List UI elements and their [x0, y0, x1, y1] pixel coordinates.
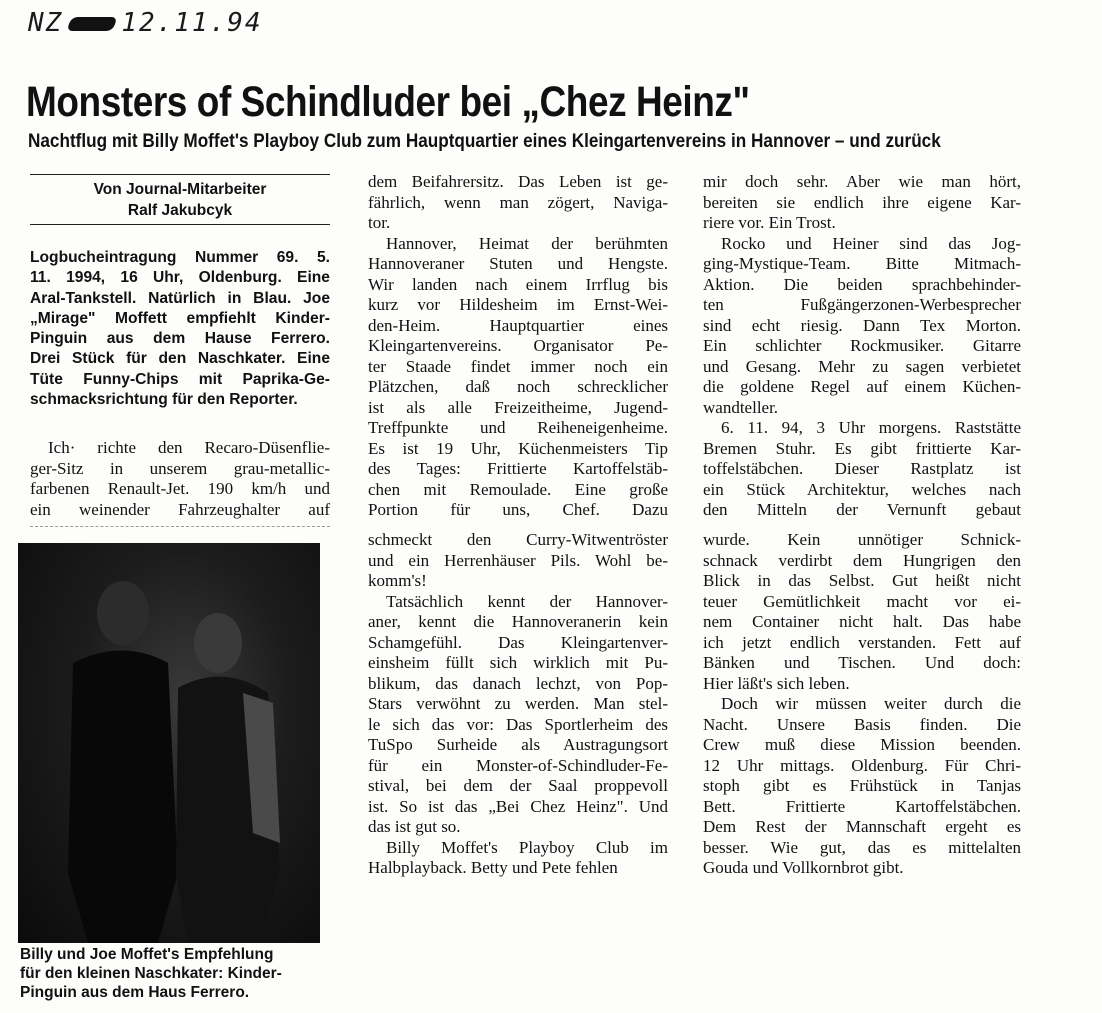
lead-paragraph: [30, 248, 330, 410]
text-line: ging-Mystique-Team. Bitte Mitmach-: [703, 254, 1021, 273]
text-line: ger-Sitz in unserem grau-metallic-: [30, 458, 330, 478]
text-line: Tüte Funny-Chips mit Paprika-Ge-: [30, 370, 330, 388]
text-line: Hannover, Heimat der berühmten: [386, 233, 668, 253]
clipping-date: 12.11.94: [121, 8, 263, 38]
photo-caption: [20, 945, 320, 1002]
text-line: Kleingartenvereins. Organisator Pe-: [368, 336, 668, 355]
text-line: Bett. Frittierte Kartoffelstäbchen.: [703, 796, 1021, 816]
text-line: Stars verwöhnt zu werden. Man stel-: [368, 694, 668, 713]
text-line: fährlich, wenn man zögert, Naviga-: [368, 192, 668, 212]
text-line: Pinguin aus dem Hause Ferrero.: [30, 330, 330, 348]
text-line: stoph gibt es Frühstück in Tanjas: [703, 776, 1021, 795]
text-line: schnack verdirbt dem Hungrigen den: [703, 550, 1021, 570]
text-line: schmeckt den Curry-Witwentröster: [368, 530, 668, 549]
column1-body: [30, 438, 330, 520]
text-line: Gouda und Vollkornbrot gibt.: [703, 858, 904, 877]
text-line: Aktion. Die beiden sprachbehinder-: [703, 274, 1021, 294]
text-line: aner, kennt die Hannoveranerin kein: [368, 612, 668, 631]
byline: [30, 179, 330, 221]
text-line: wurde. Kein unnötiger Schnick-: [703, 530, 1021, 549]
text-line: Ein schlichter Rockmusiker. Gitarre: [703, 336, 1021, 355]
caption-line: Billy und Joe Moffet's Empfehlung: [20, 946, 274, 963]
text-line: stival, bei dem der Saal proppevoll: [368, 776, 668, 795]
text-line: bereiten sie endlich ihre eigene Kar-: [703, 192, 1021, 212]
headline: Monsters of Schindluder bei „Chez Heinz": [26, 78, 750, 126]
text-line: den-Heim. Hauptquartier eines: [368, 315, 668, 335]
text-line: schmacksrichtung für den Reporter.: [30, 391, 298, 409]
text-line: Doch wir müssen weiter durch die: [721, 694, 1021, 713]
text-line: farbenen Renault-Jet. 190 km/h und: [30, 479, 330, 498]
text-line: für ein Monster-of-Schindluder-Fe-: [368, 755, 668, 775]
text-line: Tatsächlich kennt der Hannover-: [386, 591, 668, 611]
text-line: teuer Gemütlichkeit macht vor ei-: [703, 591, 1021, 611]
paragraph: [703, 418, 1021, 521]
byline-author: Ralf Jakubcyk: [127, 202, 233, 219]
text-line: Logbucheintragung Nummer 69. 5.: [30, 249, 330, 266]
text-line: und Gesang. Mehr zu sagen verbietet: [703, 356, 1021, 376]
text-line: Nacht. Unsere Basis finden. Die: [703, 714, 1021, 734]
text-line: Plätzchen, daß noch schrecklicher: [368, 377, 668, 396]
text-line: das ist gut so.: [368, 817, 461, 836]
text-line: Aral-Tankstell. Natürlich in Blau. Joe: [30, 289, 330, 307]
paragraph: [30, 248, 330, 410]
byline-rule-bottom: [30, 224, 330, 225]
text-line: wandteller.: [703, 397, 779, 417]
paragraph: [368, 592, 668, 838]
text-line: ist als alle Freizeitheime, Jugend-: [368, 397, 668, 417]
text-line: des Tages: Frittierte Kartoffelstäb-: [368, 459, 668, 478]
paragraph: [703, 530, 1021, 694]
text-line: Drei Stück für den Naschkater. Eine: [30, 350, 330, 368]
text-line: ein Stück Architektur, welches nach: [703, 479, 1021, 499]
column1-divider: [30, 526, 330, 527]
text-line: Rocko und Heiner sind das Jog-: [721, 233, 1021, 253]
column2-bottom: [368, 530, 668, 879]
text-line: und ein Herrenhäuser Pils. Wohl be-: [368, 550, 668, 570]
text-line: ein weinender Fahrzeughalter auf: [30, 499, 330, 519]
text-line: Portion für uns, Chef. Dazu: [368, 500, 668, 519]
subheadline: Nachtflug mit Billy Moffet's Playboy Club zum Hauptquartier eines Kleingartenvereins in Hannover – und zurück: [28, 130, 941, 152]
photo-band-members: [18, 543, 320, 943]
caption-line: für den kleinen Naschkater: Kinder-: [20, 965, 282, 982]
photo-silhouettes: [18, 543, 320, 943]
text-line: Billy Moffet's Playboy Club im: [386, 837, 668, 857]
byline-rule-top: [30, 174, 330, 175]
text-line: „Mirage" Moffett empfiehlt Kinder-: [30, 309, 330, 327]
text-line: TuSpo Surheide als Austragungsort: [368, 735, 668, 754]
text-line: Crew muß diese Mission beenden.: [703, 735, 1021, 754]
text-line: 6. 11. 94, 3 Uhr morgens. Raststätte: [721, 418, 1021, 437]
text-line: 12 Uhr mittags. Oldenburg. Für Chri-: [703, 755, 1021, 775]
text-line: tor.: [368, 213, 391, 232]
text-line: riere vor. Ein Trost.: [703, 213, 836, 232]
text-line: Blick in das Selbst. Gut heißt nicht: [703, 571, 1021, 590]
caption-line: Pinguin aus dem Haus Ferrero.: [20, 984, 250, 1001]
text-line: Es ist 19 Uhr, Küchenmeisters Tip: [368, 438, 668, 458]
text-line: Bänken und Tischen. Und doch:: [703, 653, 1021, 672]
text-line: Treffpunkte und Reiheneigenheime.: [368, 418, 668, 437]
text-line: ten Fußgängerzonen-Werbesprecher: [703, 295, 1021, 314]
text-line: blikum, das danach lechzt, von Pop-: [368, 673, 668, 693]
paragraph: [30, 438, 330, 520]
text-line: mir doch sehr. Aber wie man hört,: [703, 172, 1021, 191]
clipping-source: NZ: [28, 8, 64, 38]
byline-role: Von Journal-Mitarbeiter: [93, 181, 267, 198]
text-line: besser. Wie gut, das es mittelalten: [703, 837, 1021, 857]
text-line: Schamgefühl. Das Kleingartenver-: [368, 632, 668, 652]
text-line: den Mitteln der Vernunft gebaut: [703, 500, 1021, 519]
paragraph: [368, 234, 668, 521]
text-line: Dem Rest der Mannschaft ergeht es: [703, 817, 1021, 836]
paragraph: [703, 234, 1021, 419]
text-line: 11. 1994, 16 Uhr, Oldenburg. Eine: [30, 269, 330, 287]
paragraph: [703, 694, 1021, 879]
text-line: toffelstäbchen. Dieser Rastplatz ist: [703, 459, 1021, 478]
text-line: Ich· richte den Recaro-Düsenflie-: [48, 438, 330, 457]
paragraph: [368, 172, 668, 234]
text-line: Hier läßt's sich leben.: [703, 673, 850, 693]
text-line: einsheim füllt sich wirklich mit Pu-: [368, 653, 668, 672]
text-line: nem Container nicht halt. Das habe: [703, 612, 1021, 631]
text-line: sind echt riesig. Dann Tex Morton.: [703, 315, 1021, 335]
text-line: kurz vor Hildesheim im Ernst-Wei-: [368, 295, 668, 314]
paragraph: [703, 172, 1021, 234]
paragraph: [368, 530, 668, 592]
crossed-out-scribble: [67, 17, 118, 31]
text-line: komm's!: [368, 571, 427, 590]
text-line: dem Beifahrersitz. Das Leben ist ge-: [368, 172, 668, 191]
column3-top: [703, 172, 1021, 521]
text-line: le sich das vor: Das Sportlerheim des: [368, 714, 668, 734]
text-line: ist. So ist das „Bei Chez Heinz". Und: [368, 796, 668, 816]
text-line: ter Staade findet immer noch ein: [368, 356, 668, 376]
text-line: ich jetzt endlich verstanden. Fett auf: [703, 632, 1021, 652]
text-line: die goldene Regel auf einem Küchen-: [703, 377, 1021, 396]
paragraph: [368, 838, 668, 879]
text-line: Wir landen nach einem Irrflug bis: [368, 274, 668, 294]
column2-top: [368, 172, 668, 521]
text-line: Hannoveraner Stuten und Hengste.: [368, 254, 668, 273]
column3-bottom: [703, 530, 1021, 879]
text-line: Bremen Stuhr. Es gibt frittierte Kar-: [703, 438, 1021, 458]
text-line: chen mit Remoulade. Eine große: [368, 479, 668, 499]
handwritten-clipping-note: [28, 8, 263, 38]
text-line: Halbplayback. Betty und Pete fehlen: [368, 858, 618, 877]
